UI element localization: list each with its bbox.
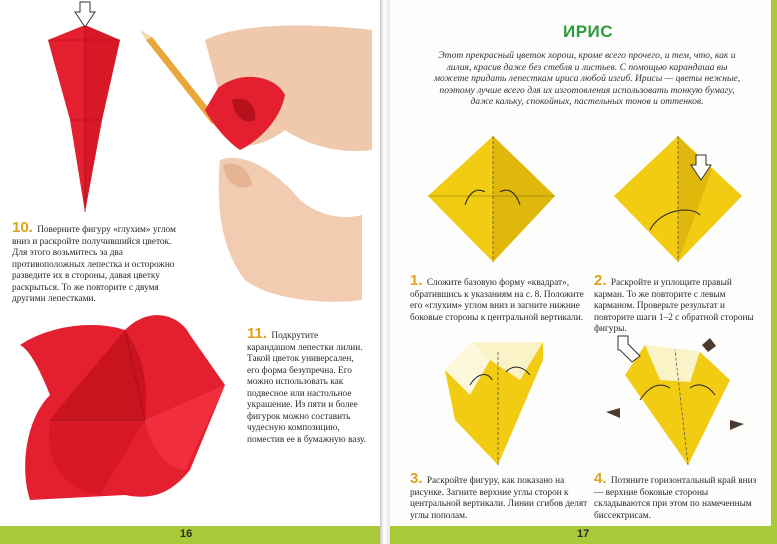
step-4-number: 4. bbox=[594, 470, 607, 487]
step-3-text: Раскройте фигуру, как показано на рисунке. Загните верхние углы сторон к центральной вертикали. Линии сгибов делят углы пополам. bbox=[410, 476, 588, 521]
page-title: ИРИС bbox=[563, 22, 614, 41]
step-4 bbox=[594, 470, 762, 522]
page-number-right: 17 bbox=[577, 528, 590, 540]
step-1-text: Сложите базовую форму «квадрат», обратившись к указаниям на с. 8. Положите его «глухим» углом вниз и загните нижние боковые стороны к центральной вертикали. bbox=[410, 278, 584, 323]
step-2-text: Раскройте и уплощите правый карман. То же повторите с левым карманом. Проверьте результат и повторите шаги 1–2 с обратной стороны фигуры. bbox=[594, 278, 754, 334]
step-10-text: Поверните фигуру «глухим» углом вниз и раскройте получившийся цветок. Для этого возьмитесь за два противоположных лепестка и осторожно разведите их в стороны, давая цветку раскрыться. То же повторите с двумя другими лепестками. bbox=[12, 225, 176, 304]
step-11-text: Подкрутите карандашом лепестки лилии. Такой цветок универсален, его форма безупречна. Его можно использовать как подвесное или настольное украшение. Из пяти и более фигурок можно составить чудесную композицию, поместив ее в бумажную вазу. bbox=[247, 331, 366, 445]
step-3-number: 3. bbox=[410, 470, 423, 487]
step-2-number: 2. bbox=[594, 272, 607, 289]
page-number-left: 16 bbox=[180, 528, 193, 540]
step-4-text: Потяните горизонтальный край вниз — верхние боковые стороны складываются при этом по намеченным биссектрисам. bbox=[594, 476, 757, 521]
step-1-number: 1. bbox=[410, 272, 423, 289]
step-10-number: 10. bbox=[12, 219, 33, 236]
intro-paragraph: Этот прекрасный цветок хорош, кроме всего прочего, и тем, что, как и лилия, красив даже без стебля и листьев. С помощью карандаша вы можете придать лепесткам ириса любой изгиб. Ирисы — цветы нежные, поэтому лучше всего для их изготовления использовать тонкую бумагу, даже кальку, спокойных, пастельных тонов и оттенков. bbox=[433, 50, 741, 108]
right-edge bbox=[771, 0, 777, 544]
step-11-number: 11. bbox=[247, 325, 268, 342]
step-3 bbox=[410, 470, 588, 522]
